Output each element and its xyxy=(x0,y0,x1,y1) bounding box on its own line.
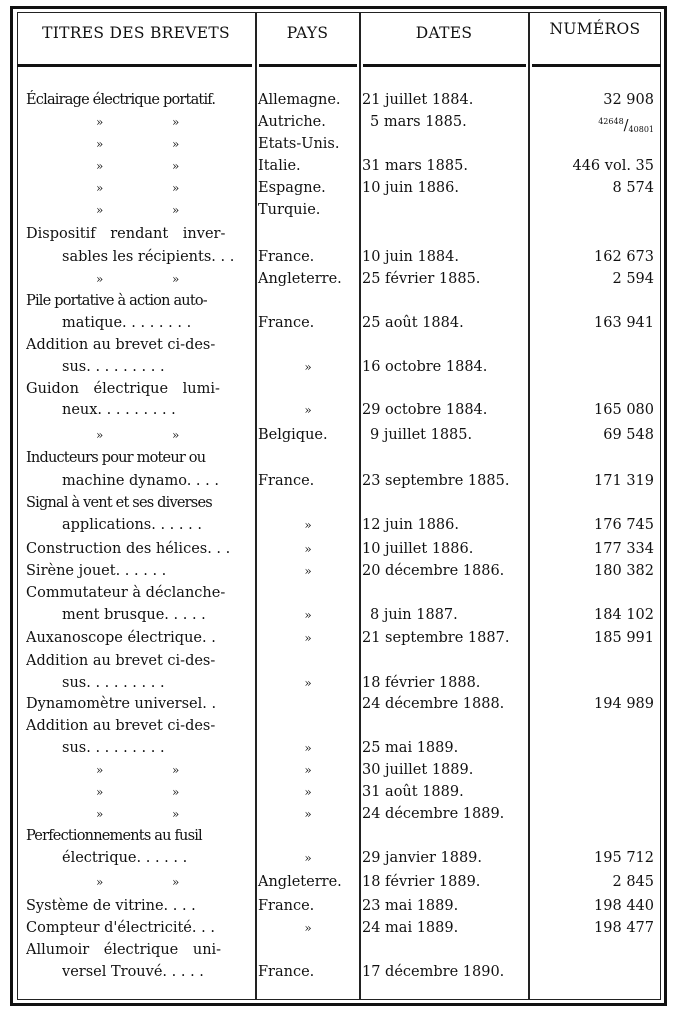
patent-title: sus. . . . . . . . . xyxy=(62,740,165,756)
header-pays: PAYS xyxy=(286,24,329,42)
patent-date: 30 juillet 1889. xyxy=(362,762,474,778)
patent-number: 180 382 xyxy=(594,563,654,579)
ditto-mark: » xyxy=(96,159,104,173)
ditto-mark: » xyxy=(172,203,180,217)
patent-date: 10 juillet 1886. xyxy=(362,541,474,557)
table-row xyxy=(0,650,679,672)
table-row xyxy=(0,538,679,560)
ditto-mark: » xyxy=(96,763,104,777)
patent-date: 10 juin 1886. xyxy=(362,180,459,196)
patent-date: 5 mars 1885. xyxy=(370,114,467,130)
ditto-mark: » xyxy=(172,181,180,195)
patent-number: 198 440 xyxy=(594,898,654,914)
country: Italie. xyxy=(258,158,301,174)
patent-number: 198 477 xyxy=(594,920,654,936)
patent-number: 185 991 xyxy=(594,630,654,646)
header-rule xyxy=(363,64,526,67)
ditto-mark: » xyxy=(304,608,312,622)
patent-title: versel Trouvé. . . . . xyxy=(62,964,204,980)
ditto-mark: » xyxy=(304,564,312,578)
patent-number: 32 908 xyxy=(603,92,654,108)
table-row xyxy=(0,177,679,199)
patent-title: Éclairage électrique portatif. xyxy=(26,92,216,108)
patent-date: 31 août 1889. xyxy=(362,784,464,800)
patent-number: 184 102 xyxy=(594,607,654,623)
patent-title: Dispositif rendant inver- xyxy=(26,226,226,242)
patent-date: 18 février 1888. xyxy=(362,675,481,691)
header-rule xyxy=(259,64,357,67)
table-row xyxy=(0,470,679,492)
patent-date: 24 mai 1889. xyxy=(362,920,459,936)
patent-number: 165 080 xyxy=(594,402,654,418)
ditto-mark: » xyxy=(172,807,180,821)
country: Espagne. xyxy=(258,180,326,196)
table-row xyxy=(0,871,679,893)
patent-number: 195 712 xyxy=(594,850,654,866)
patent-date: 21 juillet 1884. xyxy=(362,92,474,108)
patent-date: 25 février 1885. xyxy=(362,271,481,287)
table-row xyxy=(0,492,679,514)
patent-number: 446 vol. 35 xyxy=(572,158,654,174)
country: Belgique. xyxy=(258,427,328,443)
table-row xyxy=(0,825,679,847)
ditto-mark: » xyxy=(96,181,104,195)
table-row xyxy=(0,803,679,825)
patent-number: 2 845 xyxy=(612,874,654,890)
ditto-mark: » xyxy=(304,518,312,532)
patent-number: 2 594 xyxy=(612,271,654,287)
patent-title: Addition au brevet ci-des- xyxy=(26,718,216,734)
patent-title: applications. . . . . . xyxy=(62,517,202,533)
patent-date: 10 juin 1884. xyxy=(362,249,459,265)
table-row xyxy=(0,672,679,694)
patent-title: sables les récipients. . . xyxy=(62,249,235,265)
table-row xyxy=(0,424,679,446)
patent-date: 20 décembre 1886. xyxy=(362,563,505,579)
table-row xyxy=(0,111,679,133)
ditto-mark: » xyxy=(96,115,104,129)
patent-date: 31 mars 1885. xyxy=(362,158,468,174)
patent-date: 16 octobre 1884. xyxy=(362,359,488,375)
table-row xyxy=(0,199,679,221)
ditto-mark: » xyxy=(172,137,180,151)
patent-date: 25 août 1884. xyxy=(362,315,464,331)
table-row xyxy=(0,604,679,626)
country: Angleterre. xyxy=(258,874,342,890)
patent-date: 24 décembre 1888. xyxy=(362,696,505,712)
patent-title: Compteur d'électricité. . . xyxy=(26,920,215,936)
country: France. xyxy=(258,249,315,265)
patent-date: 21 septembre 1887. xyxy=(362,630,510,646)
fraction-slash: / xyxy=(623,118,629,134)
header-rule xyxy=(532,64,661,67)
ditto-mark: » xyxy=(96,428,104,442)
patent-title: Perfectionnements au fusil xyxy=(26,828,202,844)
country: Etats-Unis. xyxy=(258,136,340,152)
patent-date: 29 octobre 1884. xyxy=(362,402,488,418)
ditto-mark: » xyxy=(172,115,180,129)
patent-title: Système de vitrine. . . . xyxy=(26,898,196,914)
country: France. xyxy=(258,898,315,914)
table-row xyxy=(0,268,679,290)
patent-title: Guidon électrique lumi- xyxy=(26,381,220,397)
ditto-mark: » xyxy=(304,921,312,935)
country: France. xyxy=(258,315,315,331)
table-row xyxy=(0,847,679,869)
patent-title: Signal à vent et ses diverses xyxy=(26,495,212,511)
ditto-mark: » xyxy=(96,272,104,286)
country: France. xyxy=(258,473,315,489)
country: Angleterre. xyxy=(258,271,342,287)
patent-title: Allumoir électrique uni- xyxy=(26,942,222,958)
ditto-mark: » xyxy=(304,542,312,556)
ditto-mark: » xyxy=(172,763,180,777)
table-row xyxy=(0,693,679,715)
patent-date: 9 juillet 1885. xyxy=(370,427,473,443)
country: France. xyxy=(258,964,315,980)
ditto-mark: » xyxy=(172,428,180,442)
table-row xyxy=(0,560,679,582)
ditto-mark: » xyxy=(172,159,180,173)
table-row xyxy=(0,715,679,737)
header-dates: DATES xyxy=(415,24,473,42)
ditto-mark: » xyxy=(96,785,104,799)
ditto-mark: » xyxy=(304,851,312,865)
patent-date: 29 janvier 1889. xyxy=(362,850,483,866)
table-row xyxy=(0,290,679,312)
patent-title: Addition au brevet ci-des- xyxy=(26,653,216,669)
table-row xyxy=(0,155,679,177)
patent-title: matique. . . . . . . . xyxy=(62,315,192,331)
patent-title: Pile portative à action auto- xyxy=(26,293,207,309)
table-row xyxy=(0,895,679,917)
header-titres: TITRES DES BREVETS xyxy=(42,24,230,42)
table-row xyxy=(0,356,679,378)
table-row xyxy=(0,334,679,356)
fraction-numerator: 42648 xyxy=(598,117,624,126)
patent-number: 162 673 xyxy=(594,249,654,265)
table-row xyxy=(0,447,679,469)
fraction-denominator: 40801 xyxy=(628,125,654,134)
patent-number: 69 548 xyxy=(603,427,654,443)
table-row xyxy=(0,399,679,421)
table-row xyxy=(0,961,679,983)
table-row xyxy=(0,378,679,400)
patent-date: 12 juin 1886. xyxy=(362,517,459,533)
patent-date: 23 septembre 1885. xyxy=(362,473,510,489)
patent-title: électrique. . . . . . xyxy=(62,850,188,866)
ditto-mark: » xyxy=(304,741,312,755)
patent-number: 163 941 xyxy=(594,315,654,331)
patent-date: 24 décembre 1889. xyxy=(362,806,505,822)
ditto-mark: » xyxy=(172,272,180,286)
patent-title: ment brusque. . . . . xyxy=(62,607,206,623)
ditto-mark: » xyxy=(304,360,312,374)
header-rule xyxy=(17,64,252,67)
patent-title: Addition au brevet ci-des- xyxy=(26,337,216,353)
ditto-mark: » xyxy=(96,203,104,217)
header-numeros: NUMÉROS xyxy=(549,20,641,38)
table-row xyxy=(0,939,679,961)
country: Autriche. xyxy=(258,114,326,130)
patent-number: 176 745 xyxy=(594,517,654,533)
ditto-mark: » xyxy=(304,631,312,645)
patent-date: 25 mai 1889. xyxy=(362,740,459,756)
patent-date: 23 mai 1889. xyxy=(362,898,459,914)
patent-title: Auxanoscope électrique. . xyxy=(26,630,216,646)
ditto-mark: » xyxy=(96,875,104,889)
table-row xyxy=(0,246,679,268)
patent-date: 8 juin 1887. xyxy=(370,607,458,623)
ditto-mark: » xyxy=(304,763,312,777)
ditto-mark: » xyxy=(304,676,312,690)
table-row xyxy=(0,133,679,155)
patent-title: neux. . . . . . . . . xyxy=(62,402,176,418)
country: Turquie. xyxy=(258,202,321,218)
patent-title: Dynamomètre universel. . xyxy=(26,696,217,712)
table-row xyxy=(0,627,679,649)
patent-date: 17 décembre 1890. xyxy=(362,964,505,980)
ditto-mark: » xyxy=(96,137,104,151)
patent-title: sus. . . . . . . . . xyxy=(62,359,165,375)
ditto-mark: » xyxy=(304,807,312,821)
ditto-mark: » xyxy=(172,785,180,799)
table-row xyxy=(0,89,679,111)
table-row xyxy=(0,223,679,245)
ditto-mark: » xyxy=(304,785,312,799)
patent-title: sus. . . . . . . . . xyxy=(62,675,165,691)
ditto-mark: » xyxy=(172,875,180,889)
country: Allemagne. xyxy=(258,92,341,108)
patent-title: machine dynamo. . . . xyxy=(62,473,219,489)
patent-title: Commutateur à déclanche- xyxy=(26,585,226,601)
patent-title: Construction des hélices. . . xyxy=(26,541,231,557)
table-row xyxy=(0,737,679,759)
patent-title: Sirène jouet. . . . . . xyxy=(26,563,167,579)
table-row xyxy=(0,917,679,939)
patent-number: 177 334 xyxy=(594,541,654,557)
table-row xyxy=(0,781,679,803)
table-row xyxy=(0,582,679,604)
patent-title: Inducteurs pour moteur ou xyxy=(26,450,206,466)
patent-number: 8 574 xyxy=(612,180,654,196)
patent-number: 194 989 xyxy=(594,696,654,712)
patent-date: 18 février 1889. xyxy=(362,874,481,890)
table-row xyxy=(0,759,679,781)
ditto-mark: » xyxy=(96,807,104,821)
ditto-mark: » xyxy=(304,403,312,417)
table-row xyxy=(0,514,679,536)
table-row xyxy=(0,312,679,334)
patent-number: 171 319 xyxy=(594,473,654,489)
